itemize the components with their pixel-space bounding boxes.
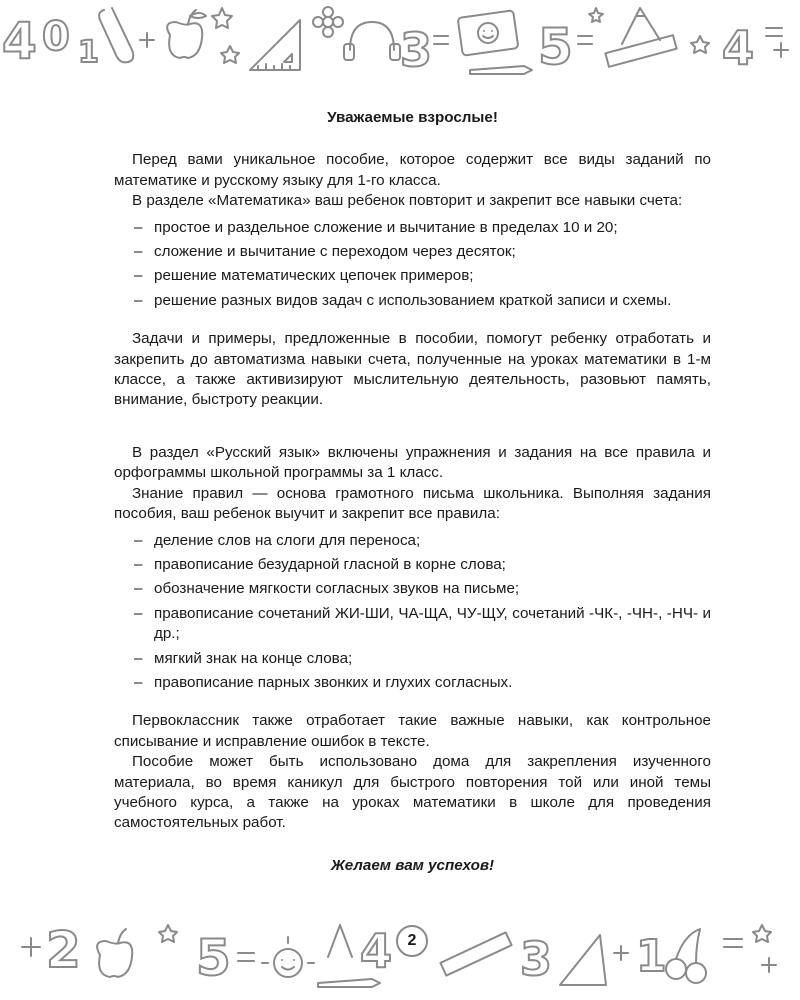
digit-4-doodle: 4 [360,924,393,978]
digit-1-doodle: 1 [636,931,667,982]
plus-icon [774,43,788,57]
digit-3-doodle: 3 [400,23,433,77]
list-item: – сложение и вычитание с переходом через десяток; [114,242,711,262]
digit-5-doodle: 5 [196,929,231,987]
digit-5-doodle: 5 [538,18,573,76]
list-item: – мягкий знак на конце слова; [114,649,711,669]
digit-4-doodle: 4 [2,12,37,70]
list-item: – обозначение мягкости согласных звуков на письме; [114,579,711,599]
digit-3-doodle: 3 [520,932,553,986]
star-icon [212,8,232,28]
list-item: – деление слов на слоги для переноса; [114,531,711,551]
plus-icon [140,33,154,47]
top-decorative-border [0,0,800,90]
page-heading: Уважаемые взрослые! [327,109,498,126]
russian-section-intro: В раздел «Русский язык» включены упражнения и задания на все правила и орфограммы школьной программы за 1 класс. [114,443,711,482]
triangle-ruler-icon [560,935,606,985]
ruler-icon [440,932,511,975]
russian-rules-intro: Знание правил — основа грамотного письма школьника. Выполняя задания пособия, ваш ребенок выучит и закрепит все правила: [114,484,711,523]
digit-2-doodle: 2 [46,921,81,979]
banknote-icon [458,10,519,55]
apple-icon [167,10,206,58]
digit-1-doodle: 1 [78,35,99,70]
equals-icon [238,953,254,961]
star-icon [691,36,709,53]
intro-paragraph: Перед вами уникальное пособие, которое содержит все виды заданий по математике и русскому языку для 1-го класса. [114,151,711,189]
compass-icon [622,8,660,44]
usage-paragraph: Пособие может быть использовано дома для закрепления изученного материала, во время каникул для быстрого повторения той или иной темы учебного курса, а также на уроках математики в школе для проведения самостоятельных работ. [114,753,711,832]
equals-icon [766,28,782,36]
russian-rules-list [114,531,711,694]
flower-icon [313,7,343,37]
paperclip-icon [99,8,133,62]
math-skills-list [114,218,711,312]
pencil-icon [470,66,532,74]
math-summary-paragraph: Задачи и примеры, предложенные в пособии, помогут ребенку отработать и закрепить до автоматизма навыки счета, полученные на уроках математики в 1-м классе, а также активизируют мыслительную деятельность, разовьют память, внимание, быстроту реакции. [114,330,711,409]
equals-icon [434,36,448,44]
list-item: – решение математических цепочек примеров; [114,266,711,286]
list-item: – правописание парных звонких и глухих согласных. [114,673,711,693]
page-number: 2 [396,925,428,957]
list-item: – решение разных видов задач с использованием краткой записи и схемы. [114,291,711,311]
sun-icon [262,937,314,977]
digit-4-doodle: 4 [722,21,755,75]
list-item: – правописание безударной гласной в корне слова; [114,555,711,575]
main-text [114,108,711,876]
outro-paragraph: Первоклассник также отработает такие важные навыки, как контрольное списывание и исправление ошибок в тексте. [114,712,711,750]
list-item: – правописание сочетаний ЖИ-ШИ, ЧА-ЩА, ЧУ-ЩУ, сочетаний -ЧК-, -ЧН-, -НЧ- и др.; [114,604,711,645]
plus-icon [762,958,776,972]
cherry-icon [666,929,706,983]
equals-icon [724,939,742,947]
apple-icon [97,929,132,977]
top-doodle-strip [0,0,800,90]
triangle-ruler-icon [250,20,300,70]
digit-0-doodle: 0 [42,14,70,60]
list-item: – простое и раздельное сложение и вычитание в пределах 10 и 20; [114,218,711,238]
star-icon [753,925,771,942]
compass-icon [328,925,352,957]
star-icon [589,8,603,22]
closing-wish: Желаем вам успехов! [330,856,495,874]
equals-icon [578,36,592,44]
pencil-icon [318,979,380,987]
math-section-intro: В разделе «Математика» ваш ребенок повторит и закрепит все навыки счета: [132,192,683,210]
star-icon [159,925,177,942]
headphones-icon [344,22,400,60]
plus-icon [22,938,40,956]
star-icon [221,46,239,63]
plus-icon [614,946,628,960]
ruler-icon [605,35,676,67]
